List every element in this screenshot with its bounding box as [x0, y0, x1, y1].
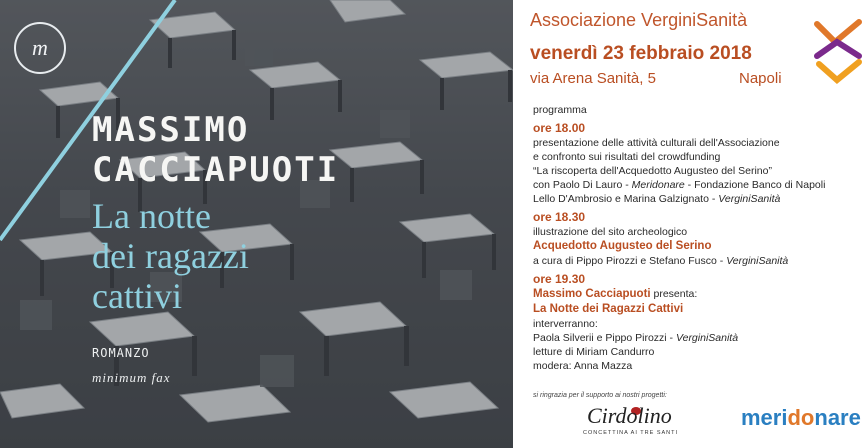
- publisher-logo: [14, 22, 66, 74]
- sponsor-a-caption: CONCETTINA AI TRE SANTI: [583, 430, 679, 436]
- event-flyer: [513, 0, 863, 448]
- title-line-3: cattivi: [92, 276, 182, 316]
- slot-2-site-name: Acquedotto Augusteo del Serino: [533, 240, 712, 252]
- sponsors-thanks: si ringrazia per il supporto ai nostri progetti:: [533, 392, 667, 399]
- slot-2-line-3: a cura di Pippo Pirozzi e Stefano Fusco - VerginiSanità: [533, 255, 789, 267]
- slot-1-line-3: “La riscoperta dell'Acquedotto Augusteo del Serino”: [533, 165, 772, 177]
- author-last-name: CACCIAPUOTI: [92, 150, 340, 190]
- slot-1-line-4: con Paolo Di Lauro - Meridonare - Fondazione Banco di Napoli: [533, 179, 826, 191]
- slot-3-book-title: La Notte dei Ragazzi Cattivi: [533, 303, 684, 315]
- title-line-1: La notte: [92, 196, 211, 236]
- event-program: [533, 103, 863, 373]
- event-address: via Arena Sanità, 5: [530, 70, 656, 87]
- event-city: Napoli: [739, 70, 782, 87]
- slot-2-line-1: illustrazione del sito archeologico: [533, 226, 688, 238]
- book-title: [92, 196, 472, 316]
- publisher-logo-letter: m: [32, 35, 48, 60]
- book-publisher: minimum fax: [92, 370, 171, 385]
- sponsor-a-script: Cirdolino: [587, 403, 672, 428]
- slot-1-line-2: e confronto sui risultati del crowdfunding: [533, 151, 721, 163]
- slot-1-line-5: Lello D'Ambrosio e Marina Galzignato - VerginiSanità: [533, 193, 781, 205]
- slot-3-line-3: interverranno:: [533, 318, 598, 330]
- organization-logo-icon: [813, 18, 863, 88]
- sponsor-logo-cirdolino: [573, 403, 703, 443]
- sponsor-logo-meridonare: meridonare: [741, 405, 861, 430]
- slot-1-line-1: presentazione delle attività culturali dell'Associazione: [533, 137, 780, 149]
- event-date: venerdì 23 febbraio 2018: [530, 43, 752, 64]
- slot-1-time: ore 18.00: [533, 121, 586, 135]
- book-genre: ROMANZO: [92, 346, 150, 360]
- title-line-2: dei ragazzi: [92, 236, 249, 276]
- book-author: [92, 110, 452, 190]
- slot-2-time: ore 18.30: [533, 210, 586, 224]
- program-label: programma: [533, 104, 587, 116]
- slot-3-line-6: modera: Anna Mazza: [533, 360, 633, 372]
- slot-3-line-5: letture di Miriam Candurro: [533, 346, 655, 358]
- slot-3-time: ore 19.30: [533, 272, 586, 286]
- organization-name: Associazione VerginiSanità: [530, 10, 748, 30]
- author-first-name: MASSIMO: [92, 110, 250, 150]
- slot-3-line-1: Massimo Cacciapuoti presenta:: [533, 288, 698, 300]
- slot-3-line-4: Paola Silverii e Pippo Pirozzi - VerginiSanità: [533, 332, 739, 344]
